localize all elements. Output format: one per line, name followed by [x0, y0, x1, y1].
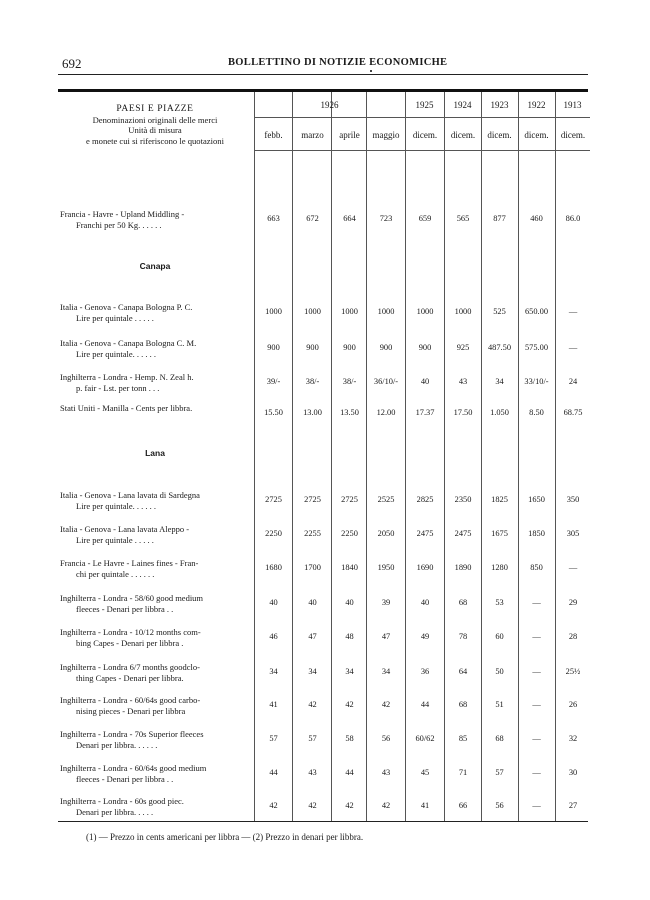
- table-cell: 664: [343, 214, 356, 223]
- table-cell: 39: [381, 598, 391, 607]
- header-year-rule: [254, 117, 590, 118]
- table-cell: 42: [308, 801, 317, 810]
- table-cell: 2255: [304, 529, 321, 538]
- table-cell: 28: [568, 632, 578, 641]
- row-description: Inghilterra - Londra - 60/64s good medium fleeces - Denari per libbra . .: [60, 763, 207, 784]
- table-cell: —: [532, 734, 541, 743]
- table-row: [0, 490, 650, 520]
- table-cell: 2250: [341, 529, 358, 538]
- table-cell: —: [532, 598, 541, 607]
- table-cell: 60/62: [415, 734, 435, 743]
- table-cell: 68: [458, 700, 468, 709]
- table-cell: 1000: [454, 307, 472, 316]
- table-row: [0, 524, 650, 554]
- table-cell: 36/10/-: [373, 377, 399, 386]
- section-heading-lana: Lana: [145, 448, 165, 458]
- table-cell: 36: [420, 667, 430, 676]
- table-cell: 525: [493, 307, 506, 316]
- table-cell: 42: [308, 700, 317, 709]
- page-number: 692: [62, 56, 82, 71]
- table-cell: 60: [495, 632, 504, 641]
- table-cell: 44: [345, 768, 354, 777]
- table-cell: 900: [379, 343, 393, 352]
- row-description: Italia - Genova - Canapa Bologna P. C. Lire per quintale . . . . .: [60, 302, 193, 323]
- month-header: dicem.: [450, 130, 476, 140]
- table-cell: 13.00: [303, 408, 322, 417]
- table-cell: 47: [381, 632, 391, 641]
- table-cell: 2725: [265, 495, 282, 504]
- table-cell: 460: [530, 214, 543, 223]
- table-cell: 2475: [416, 529, 434, 538]
- row-description: Francia - Havre - Upland Middling - Franchi per 50 Kg. . . . . .: [60, 209, 185, 230]
- table-cell: 1000: [265, 307, 282, 316]
- table-cell: 2250: [265, 529, 282, 538]
- table-cell: 38/-: [305, 377, 320, 386]
- table-cell: 900: [267, 343, 280, 352]
- table-cell: —: [532, 768, 541, 777]
- table-cell: 663: [267, 214, 280, 223]
- table-cell: —: [568, 307, 578, 316]
- table-cell: 39/-: [266, 377, 281, 386]
- table-cell: 30: [568, 768, 578, 777]
- table-cell: 40: [345, 598, 354, 607]
- table-cell: 2725: [341, 495, 358, 504]
- table-row: [0, 558, 650, 588]
- table-cell: 1675: [491, 529, 508, 538]
- table-cell: 41: [420, 801, 430, 810]
- row-description: Italia - Genova - Canapa Bologna C. M. Lire per quintale. . . . . .: [60, 338, 197, 359]
- desc-header-line: Denominazioni originali delle merci: [92, 114, 218, 125]
- table-cell: 71: [458, 768, 468, 777]
- table-cell: 1.050: [490, 408, 509, 417]
- month-header: dicem.: [412, 130, 438, 140]
- table-cell: —: [568, 563, 578, 572]
- table-cell: 25½: [565, 667, 581, 676]
- table-cell: 42: [381, 801, 391, 810]
- row-description: Francia - Le Havre - Laines fines - Fran- chi per quintale . . . . . .: [60, 558, 199, 579]
- row-description: Inghilterra - Londra - 58/60 good medium fleeces - Denari per libbra . .: [60, 593, 204, 614]
- table-cell: 15.50: [264, 408, 283, 417]
- table-cell: 43: [458, 377, 468, 386]
- table-cell: 58: [345, 734, 354, 743]
- table-cell: 42: [269, 801, 278, 810]
- table-top-rule: [58, 89, 588, 92]
- table-row: [0, 763, 650, 793]
- table-cell: 43: [308, 768, 317, 777]
- table-cell: —: [568, 343, 578, 352]
- table-cell: 34: [381, 667, 391, 676]
- row-description: Italia - Genova - Lana lavata Aleppo - Lire per quintale . . . . .: [60, 524, 190, 545]
- table-cell: 34: [308, 667, 317, 676]
- table-cell: 13.50: [340, 408, 359, 417]
- table-cell: 565: [456, 214, 470, 223]
- table-cell: 51: [495, 700, 504, 709]
- table-cell: 40: [269, 598, 278, 607]
- table-cell: 1650: [528, 495, 545, 504]
- table-cell: 38/-: [342, 377, 357, 386]
- month-header: maggio: [372, 130, 400, 140]
- table-cell: 1000: [341, 307, 358, 316]
- table-cell: 26: [568, 700, 578, 709]
- table-cell: 1950: [377, 563, 395, 572]
- table-cell: 850: [530, 563, 543, 572]
- table-cell: 672: [306, 214, 319, 223]
- table-cell: 34: [495, 377, 504, 386]
- table-row: [0, 662, 650, 692]
- row-description: Inghilterra - Londra - 60/64s good carbo- nising pieces - Denari per libbra: [60, 695, 201, 716]
- table-cell: 68: [495, 734, 504, 743]
- table-cell: 1000: [304, 307, 321, 316]
- table-cell: 1000: [416, 307, 434, 316]
- table-cell: 53: [495, 598, 504, 607]
- table-cell: —: [532, 667, 541, 676]
- table-cell: 17.50: [453, 408, 473, 417]
- table-cell: 925: [456, 343, 470, 352]
- table-cell: 305: [566, 529, 580, 538]
- table-cell: 56: [495, 801, 504, 810]
- table-bottom-rule: [58, 821, 588, 822]
- row-description: Inghilterra - Londra 6/7 months goodclo- thing Capes - Denari per libbra.: [60, 662, 200, 683]
- table-cell: 575.00: [524, 343, 549, 352]
- top-rule: [58, 74, 588, 75]
- table-cell: 2475: [454, 529, 472, 538]
- year-header: 1922: [527, 100, 546, 110]
- table-row: [0, 627, 650, 657]
- table-cell: 42: [345, 700, 354, 709]
- year-header: 1923: [490, 100, 509, 110]
- table-cell: 900: [306, 343, 319, 352]
- month-header: aprile: [339, 130, 360, 140]
- table-cell: 57: [495, 768, 504, 777]
- table-cell: 42: [345, 801, 354, 810]
- table-cell: 650.00: [524, 307, 549, 316]
- row-description: Stati Uniti - Manilla - Cents per libbra.: [60, 403, 193, 413]
- table-cell: 12.00: [376, 408, 396, 417]
- table-cell: —: [532, 801, 541, 810]
- year-header: 1926: [320, 100, 339, 110]
- table-cell: 50: [495, 667, 504, 676]
- table-cell: 68.75: [563, 408, 583, 417]
- table-cell: 34: [345, 667, 354, 676]
- month-header: dicem.: [487, 130, 512, 140]
- table-cell: 64: [458, 667, 468, 676]
- table-cell: 43: [381, 768, 391, 777]
- table-cell: 66: [458, 801, 468, 810]
- table-cell: 40: [420, 598, 430, 607]
- table-cell: 78: [458, 632, 468, 641]
- table-cell: 34: [269, 667, 278, 676]
- table-cell: 47: [308, 632, 317, 641]
- table-cell: 1825: [491, 495, 508, 504]
- desc-header-line: e monete cui si riferiscono le quotazioni: [86, 135, 224, 146]
- row-description: Inghilterra - Londra - Hemp. N. Zeal h. p. fair - Lst. per tonn . . .: [60, 372, 194, 393]
- table-row: [0, 695, 650, 725]
- table-cell: 900: [343, 343, 356, 352]
- table-cell: 27: [568, 801, 578, 810]
- table-row: [0, 372, 650, 402]
- table-row: [0, 593, 650, 623]
- desc-header-line: Unità di misura: [128, 125, 182, 135]
- table-cell: 1700: [304, 563, 321, 572]
- table-cell: 1890: [454, 563, 472, 572]
- footnote: (1) — Prezzo in cents americani per libbra — (2) Prezzo in denari per libbra.: [86, 832, 364, 842]
- table-cell: 29: [568, 598, 578, 607]
- table-cell: 2350: [454, 495, 472, 504]
- table-cell: 24: [568, 377, 578, 386]
- year-header: 1924: [453, 100, 472, 110]
- table-cell: 1680: [265, 563, 282, 572]
- month-header: dicem.: [560, 130, 586, 140]
- table-cell: 900: [418, 343, 432, 352]
- section-heading-canapa: Canapa: [139, 261, 171, 271]
- table-cell: 32: [568, 734, 578, 743]
- row-description: Inghilterra - Londra - 70s Superior fleeces Denari per libbra. . . . . .: [60, 729, 204, 750]
- table-cell: 1280: [491, 563, 508, 572]
- table-cell: 350: [566, 495, 580, 504]
- table-cell: 1690: [416, 563, 434, 572]
- table-cell: 56: [381, 734, 391, 743]
- table-cell: 33/10/-: [524, 377, 549, 386]
- table-cell: 2525: [377, 495, 395, 504]
- month-header: febb.: [264, 130, 283, 140]
- description-header: [60, 104, 250, 146]
- table-row: [0, 338, 650, 368]
- header-bottom-rule: [254, 150, 590, 151]
- table-cell: 40: [420, 377, 430, 386]
- table-cell: 57: [269, 734, 278, 743]
- table-cell: 46: [269, 632, 278, 641]
- table-cell: 1840: [341, 563, 358, 572]
- table-cell: 723: [379, 214, 393, 223]
- table-cell: 40: [308, 598, 317, 607]
- table-cell: 877: [493, 214, 506, 223]
- table-cell: 44: [269, 768, 278, 777]
- row-description: Inghilterra - Londra - 10/12 months com- bing Capes - Denari per libbra .: [60, 627, 201, 648]
- table-cell: 487.50: [487, 343, 512, 352]
- table-cell: 1000: [377, 307, 395, 316]
- month-header: dicem.: [524, 130, 549, 140]
- year-header: 1925: [415, 100, 434, 110]
- dot-mark: [370, 70, 372, 72]
- table-cell: 57: [308, 734, 317, 743]
- table-cell: 48: [345, 632, 354, 641]
- table-cell: —: [532, 632, 541, 641]
- table-cell: 659: [418, 214, 432, 223]
- table-cell: 8.50: [529, 408, 544, 417]
- table-row: [0, 302, 650, 332]
- table-cell: 2725: [304, 495, 321, 504]
- table-row: [0, 729, 650, 759]
- table-cell: 44: [420, 700, 430, 709]
- year-header: 1913: [563, 100, 582, 110]
- table-cell: 2825: [416, 495, 434, 504]
- table-row: [0, 209, 650, 239]
- running-title: BOLLETTINO DI NOTIZIE ECONOMICHE: [228, 57, 448, 68]
- desc-header-title: PAESI E PIAZZE: [116, 104, 194, 114]
- row-description: Inghilterra - Londra - 60s good piec. Denari per libbra. . . . .: [60, 796, 184, 817]
- table-cell: 42: [381, 700, 391, 709]
- month-header: marzo: [301, 130, 324, 140]
- table-cell: 1850: [528, 529, 545, 538]
- table-cell: 86.0: [565, 214, 581, 223]
- table-cell: 45: [420, 768, 430, 777]
- table-cell: 41: [269, 700, 278, 709]
- table-row: [0, 403, 650, 433]
- table-cell: 68: [458, 598, 468, 607]
- row-description: Italia - Genova - Lana lavata di Sardegna Lire per quintale. . . . . .: [60, 490, 200, 511]
- table-cell: 2050: [377, 529, 395, 538]
- table-cell: —: [532, 700, 541, 709]
- table-cell: 49: [420, 632, 430, 641]
- table-cell: 17.37: [415, 408, 435, 417]
- table-cell: 85: [458, 734, 468, 743]
